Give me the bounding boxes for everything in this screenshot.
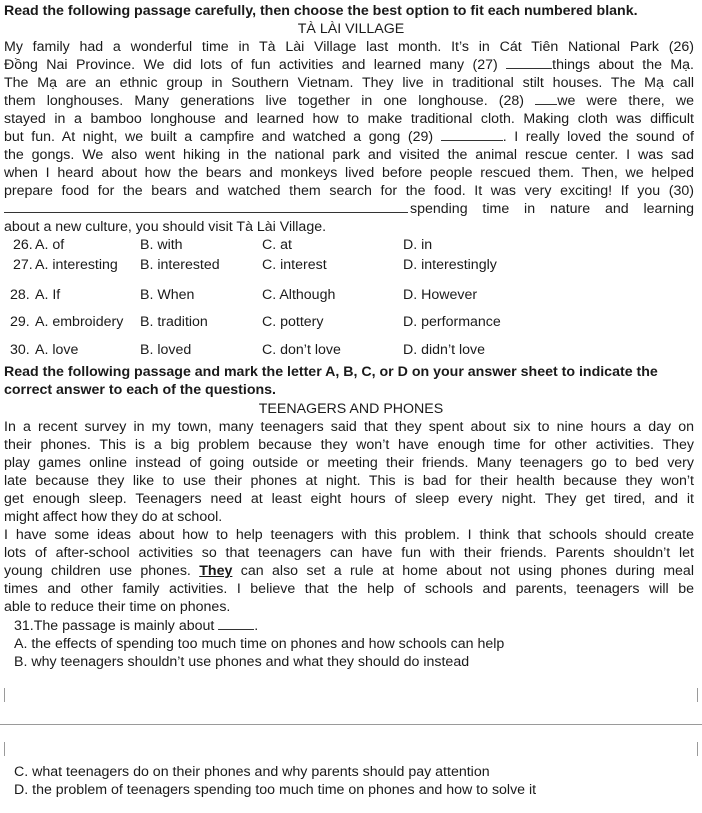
option-a[interactable]: A. interesting	[35, 257, 118, 273]
option-c[interactable]: C. don’t love	[262, 342, 341, 358]
underlined-word-they: They	[199, 563, 233, 579]
passage-1-line: but fun. At night, we built a campfire and watched a gong (29) . I really loved the sound of	[4, 129, 694, 145]
option-a[interactable]: A. embroidery	[35, 314, 124, 330]
blank-31	[218, 617, 254, 630]
option-a[interactable]: A. If	[35, 287, 61, 303]
question-number: 26.	[13, 237, 33, 253]
blank-27	[506, 56, 552, 69]
question-number: 29.	[10, 314, 30, 330]
passage-1-line: stayed in a bamboo longhouse and learned how to make traditional cloth. Making cloth was difficult	[4, 111, 694, 127]
page-edge-mark	[4, 688, 5, 702]
passage-2-line: lots of after-school activities so that teenagers can have fun with their friends. Parents shouldn’t let	[4, 545, 694, 561]
option-d[interactable]: D. didn’t love	[403, 342, 486, 358]
instruction-2-cont: correct answer to each of the questions.	[4, 382, 276, 398]
option-b[interactable]: B. tradition	[140, 314, 208, 330]
option-d[interactable]: D. performance	[403, 314, 501, 330]
question-31-option-d[interactable]: D. the problem of teenagers spending too much time on phones and how to solve it	[14, 782, 537, 798]
page-edge-mark	[697, 688, 698, 702]
passage-1-line: The Mạ are an ethnic group in Southern Vietnam. They live in traditional stilt houses. The Mạ call	[4, 75, 694, 91]
option-c[interactable]: C. pottery	[262, 314, 324, 330]
option-c[interactable]: C. at	[262, 237, 292, 253]
option-b[interactable]: B. interested	[140, 257, 220, 273]
passage-1-line: spending time in nature and learning	[4, 200, 694, 218]
option-c[interactable]: C. interest	[262, 257, 327, 273]
passage-2-line: times and other family activities. I believe that the help of schools and parents, teenagers will be	[4, 581, 694, 597]
passage-2-line: get enough sleep. Teenagers need at least eight hours of sleep every night. They get tired, and it	[4, 491, 694, 507]
passage-2-line: I have some ideas about how to help teenagers with this problem. I think that schools should create	[4, 527, 694, 543]
blank-29	[441, 128, 503, 141]
instruction-2: Read the following passage and mark the letter A, B, C, or D on your answer sheet to indicate the	[4, 364, 658, 380]
passage-1-line: My family had a wonderful time in Tà Lài Village last month. It’s in Cát Tiên National Park (26)	[4, 39, 694, 55]
instruction-1: Read the following passage carefully, then choose the best option to fit each numbered blank.	[4, 3, 638, 19]
page-break-divider	[0, 724, 702, 725]
blank-28	[535, 92, 557, 105]
question-31-stem: 31.The passage is mainly about .	[14, 618, 259, 634]
question-number: 28.	[10, 287, 30, 303]
question-31-option-b[interactable]: B. why teenagers shouldn’t use phones and what they should do instead	[14, 654, 470, 670]
passage-1-line: them longhouses. Many generations live together in one longhouse. (28) we were there, we	[4, 93, 694, 109]
blank-30	[4, 200, 408, 213]
passage-2-line: young children use phones. They can also set a rule at home about not using phones during meal	[4, 563, 694, 579]
passage-1-line: when I heard about how the bears and monkeys lived before people rescued them. Then, we helped	[4, 165, 694, 181]
option-a[interactable]: A. love	[35, 342, 79, 358]
passage-2-line: late because they like to use their phones at night. This is bad for their health because they won’t	[4, 473, 694, 489]
option-c[interactable]: C. Although	[262, 287, 336, 303]
passage-2-line: In a recent survey in my town, many teenagers said that they spent about six to nine hours a day on	[4, 419, 694, 435]
passage-1-line: prepare food for the bears and watched them search for the food. It was very exciting! If you (30)	[4, 183, 694, 199]
option-b[interactable]: B. with	[140, 237, 183, 253]
question-31-option-a[interactable]: A. the effects of spending too much time on phones and how schools can help	[14, 636, 505, 652]
passage-2-line: might affect how they do at school.	[4, 509, 223, 525]
passage-1-line: about a new culture, you should visit Tà Lài Village.	[4, 219, 327, 235]
option-d[interactable]: D. interestingly	[403, 257, 497, 273]
passage-2-title: TEENAGERS AND PHONES	[258, 401, 444, 417]
passage-1-line: Đồng Nai Province. We did lots of fun activities and learned many (27) things about the Mạ.	[4, 57, 694, 73]
passage-2-line: play games online instead of going outside or meeting their friends. Many teenagers go to bed very	[4, 455, 694, 471]
passage-1-title: TÀ LÀI VILLAGE	[297, 21, 405, 37]
passage-2-line: their phones. This is a big problem because they won’t have enough time for other activities. They	[4, 437, 694, 453]
question-number: 27.	[13, 257, 33, 273]
page-edge-mark	[697, 742, 698, 756]
option-b[interactable]: B. When	[140, 287, 195, 303]
option-d[interactable]: D. However	[403, 287, 478, 303]
option-d[interactable]: D. in	[403, 237, 433, 253]
question-31-option-c[interactable]: C. what teenagers do on their phones and why parents should pay attention	[14, 764, 490, 780]
question-number: 30.	[10, 342, 30, 358]
passage-1-line: the gongs. We also went hiking in the national park and visited the animal rescue center. I was sad	[4, 147, 694, 163]
page-edge-mark	[4, 742, 5, 756]
option-b[interactable]: B. loved	[140, 342, 192, 358]
passage-2-line: able to reduce their time on phones.	[4, 599, 231, 615]
option-a[interactable]: A. of	[35, 237, 65, 253]
